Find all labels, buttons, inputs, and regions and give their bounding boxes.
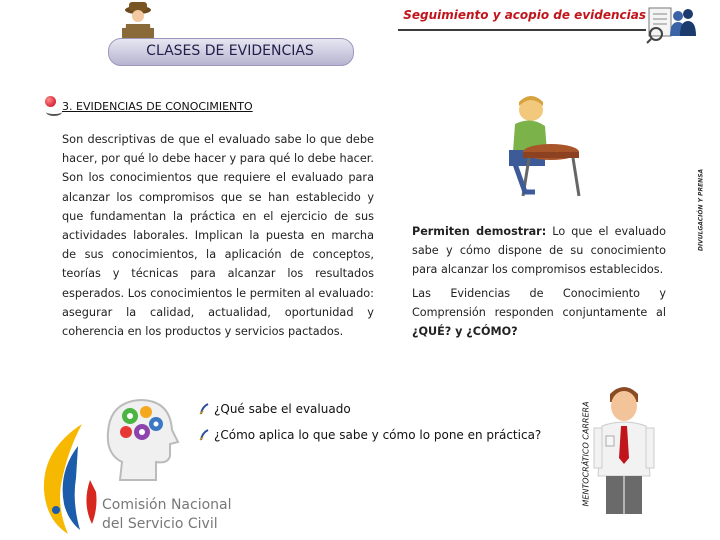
question-item (198, 402, 351, 416)
side-label: DIVULGACIÓN Y PRENSA (697, 168, 705, 252)
vertical-name: MENTOCRÁTICO CARRERA (581, 401, 591, 507)
right-text2: Las Evidencias de Conocimiento y Comprensión responden conjuntamente al (412, 286, 666, 319)
logo-line1: Comisión Nacional (102, 497, 232, 513)
right-text-box (412, 222, 666, 341)
banner-title: CLASES DE EVIDENCIAS (146, 43, 314, 59)
section-heading: 3. EVIDENCIAS DE CONOCIMIENTO (62, 100, 253, 113)
right-label: Permiten demostrar: (412, 225, 547, 238)
logo-swirl-icon (32, 420, 104, 538)
quill-bullet-icon (198, 429, 210, 441)
bullet-swoosh (46, 108, 62, 116)
question-text: ¿Cómo aplica lo que sabe y cómo lo pone en práctica? (214, 428, 542, 442)
head-gears-icon (100, 392, 180, 484)
quill-bullet-icon (198, 403, 210, 415)
question-item (198, 428, 541, 442)
documents-search-icon (646, 2, 696, 46)
header-divider (398, 29, 646, 31)
businessman-icon (592, 380, 656, 520)
header-title: Seguimiento y acopio de evidencias (403, 8, 646, 22)
right-text1: Lo que el evaluado sabe y cómo dispone de su conocimiento para alcanzar los compromisos establecidos. (412, 225, 666, 277)
left-paragraph: Son descriptivas de que el evaluado sabe lo que debe hacer, por qué lo debe hacer y para qué lo debe hacer. Son los conocimientos que requiere el evaluado para alcanzar los compromisos que se han establecido y que fundamentan la práctica en el ejercicio de sus actividades laborales. Implican la puesta en marcha de sus conocimientos, la aplicación de conceptos, teorías y técnicas para alcanzar los resultados esperados. Los conocimientos le permiten al evaluado: asegurar la calidad, actualidad, oportunidad y coherencia en los productos y servicios pactados. (62, 133, 374, 339)
logo-line2: del Servicio Civil (102, 516, 218, 532)
student-desk-icon (505, 96, 585, 206)
question-text: ¿Qué sabe el evaluado (214, 402, 351, 416)
bullet-dot-icon (45, 96, 56, 107)
right-text2-bold: ¿QUÉ? y ¿CÓMO? (412, 325, 518, 339)
